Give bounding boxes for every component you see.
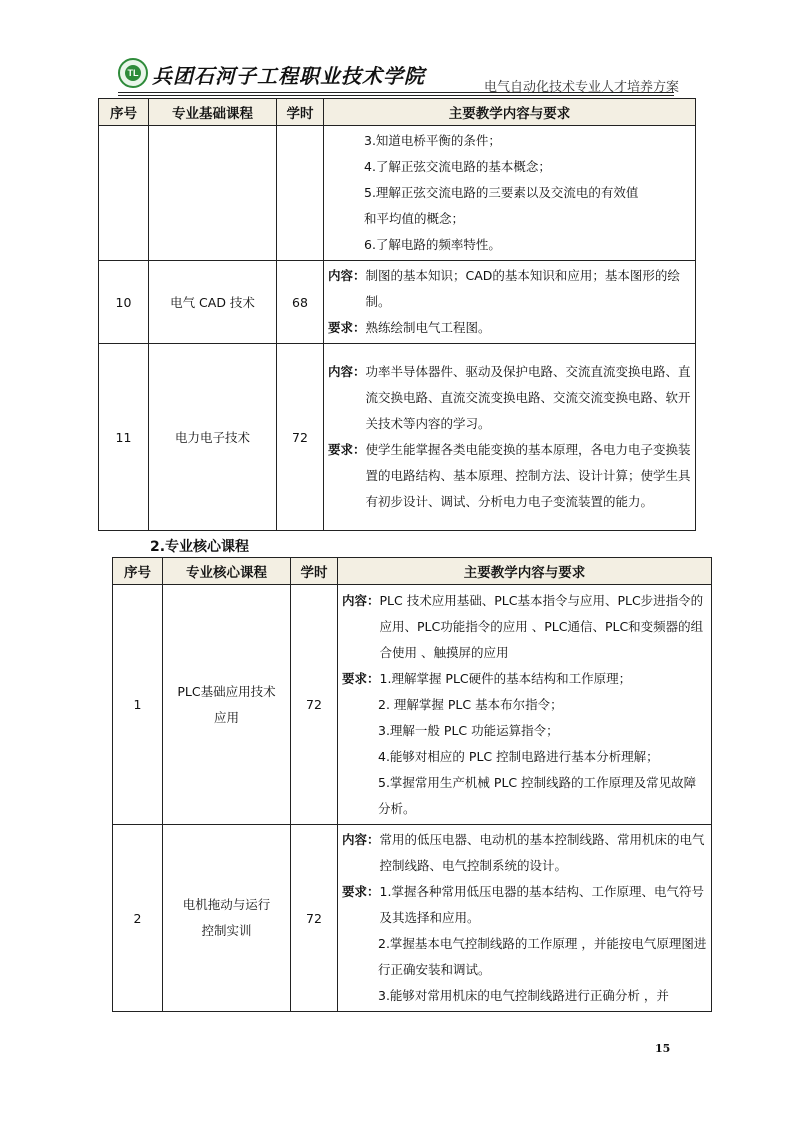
header-index: 序号 [113,558,163,585]
course-name: PLC基础应用技术应用 [177,683,276,725]
table-header-row [99,99,696,126]
content-text: PLC 技术应用基础、PLC基本指令与应用、PLC步进指令的应用、PLC功能指令的应用 、PLC通信、PLC和变频器的组合使用 、触摸屏的应用 [379,592,704,660]
index-cell: 1 [113,585,163,825]
course-cell: 电气 CAD 技术 [149,261,277,344]
content-cell [338,585,712,825]
course-cell [163,585,291,825]
content-paragraph [328,359,691,437]
header-course: 专业核心课程 [163,558,291,585]
header-content: 主要教学内容与要求 [324,99,696,126]
school-name: 兵团石河子工程职业技术学院 [152,64,425,88]
index-cell: 10 [99,261,149,344]
index-cell [99,126,149,261]
header-index: 序号 [99,99,149,126]
header-course: 专业基础课程 [149,99,277,126]
section-heading: 2.专业核心课程 [150,539,250,555]
requirement-item: 5.掌握常用生产机械 PLC 控制线路的工作原理及常见故障分析。 [378,774,697,816]
requirement-text: 使学生能掌握各类电能变换的基本原理，各电力电子变换装置的电路结构、基本原理、控制方法、设计计算；使学生具有初步设计、调试、分析电力电子变流装置的能力。 [365,442,691,509]
core-course-table [112,557,712,1012]
content-line: 6.了解电路的频率特性。 [364,237,501,252]
requirement-item: 3.理解一般 PLC 功能运算指令； [378,722,559,738]
course-cell [163,825,291,1012]
index-cell: 11 [99,344,149,531]
logo-mark: TL [125,65,141,81]
requirement-label: 要求： [342,884,380,899]
content-text: 功率半导体器件、驱动及保护电路、交流直流变换电路、直流交换电路、直流交流变换电路、交流交流变换电路、软开关技术等内容的学习。 [365,364,691,431]
content-text: 常用的低压电器、电动机的基本控制线路、常用机床的电气控制线路、电气控制系统的设计。 [379,832,705,873]
content-label: 内容： [328,364,366,379]
hours-cell [277,126,324,261]
requirement-paragraph [342,879,707,931]
hours-cell: 68 [277,261,324,344]
table-header-row [113,558,712,585]
content-label: 内容： [342,832,380,847]
content-line: 4.了解正弦交流电路的基本概念； [364,159,551,174]
requirement-label: 要求： [328,320,366,335]
content-paragraph [342,588,707,666]
content-text: 制图的基本知识；CAD的基本知识和应用；基本图形的绘制。 [365,268,680,309]
requirement-item: 2.掌握基本电气控制线路的工作原理 ，并能按电气原理图进行正确安装和调试。 [378,936,707,977]
content-line: 5.理解正弦交流电路的三要素以及交流电的有效值 [364,185,639,200]
content-paragraph [328,263,691,315]
content-cell [324,126,696,261]
hours-cell: 72 [291,825,338,1012]
header-divider [118,95,674,96]
page-number: 15 [655,1042,671,1055]
index-cell: 2 [113,825,163,1012]
requirement-text: 1.掌握各种常用低压电器的基本结构、工作原理、电气符号及其选择和应用。 [379,884,704,925]
requirement-text: 1.理解掌握 PLC硬件的基本结构和工作原理； [379,670,632,686]
hours-cell: 72 [291,585,338,825]
content-line: 和平均值的概念； [364,211,465,226]
requirement-paragraph [342,666,707,692]
requirement-label: 要求： [328,442,366,457]
content-paragraph [342,827,707,879]
content-cell [324,261,696,344]
table-row [99,344,696,531]
header-hours: 学时 [277,99,324,126]
table-row [99,261,696,344]
table-row [113,825,712,1012]
content-line: 3.知道电桥平衡的条件； [364,133,501,148]
requirement-item: 2. 理解掌握 PLC 基本布尔指令； [378,696,563,712]
requirement-item: 4.能够对相应的 PLC 控制电路进行基本分析理解； [378,748,659,764]
requirement-item: 3.能够对常用机床的电气控制线路进行正确分析 ，并 [378,988,669,1003]
requirement-label: 要求： [342,670,380,686]
header-divider [118,92,674,93]
content-cell [324,344,696,531]
table-row [99,126,696,261]
header-hours: 学时 [291,558,338,585]
table-row [113,585,712,825]
course-cell [149,126,277,261]
hours-cell: 72 [277,344,324,531]
requirement-paragraph [328,437,691,515]
course-name: 电机拖动与运行控制实训 [182,897,271,938]
requirement-text: 熟练绘制电气工程图。 [365,320,491,335]
course-cell: 电力电子技术 [149,344,277,531]
content-label: 内容： [328,268,366,283]
foundation-course-table [98,98,696,531]
header-content: 主要教学内容与要求 [338,558,712,585]
requirement-paragraph [328,315,691,341]
content-label: 内容： [342,592,380,608]
program-title: 电气自动化技术专业人才培养方案 [484,80,680,95]
school-logo [118,58,148,88]
content-cell [338,825,712,1012]
